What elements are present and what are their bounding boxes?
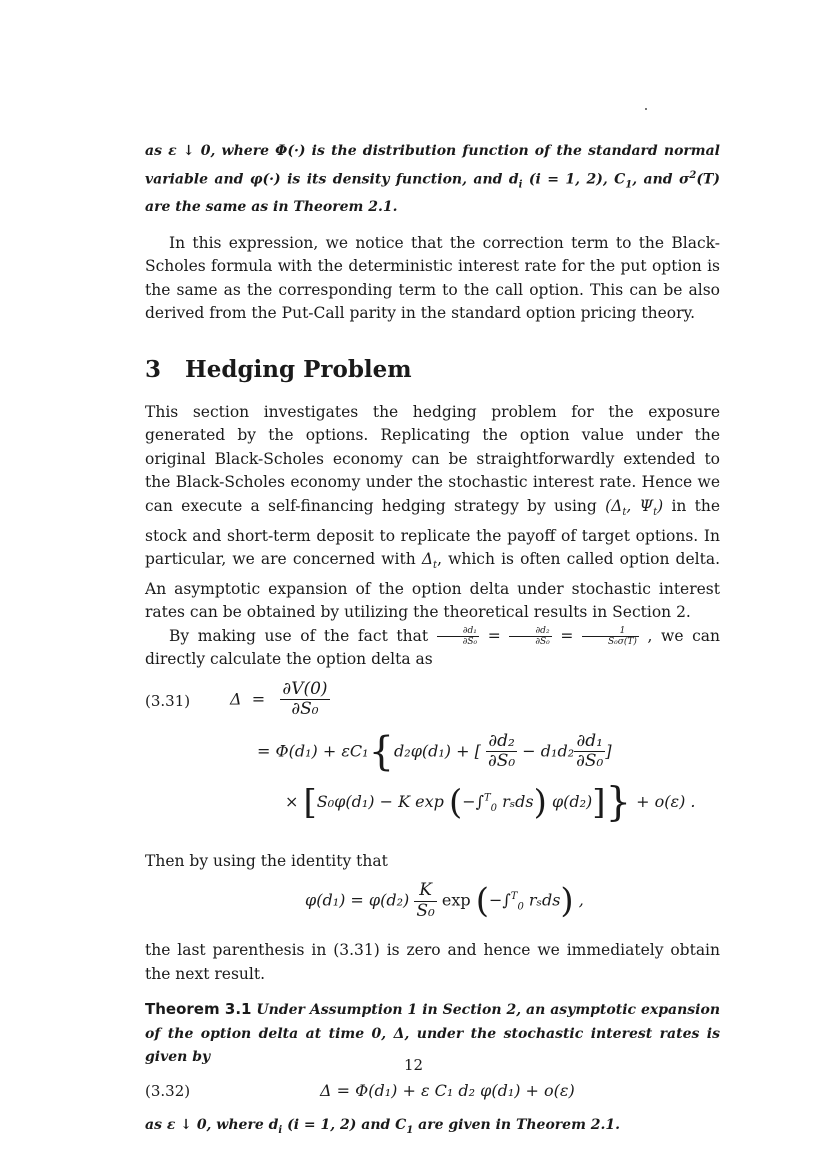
equation-3-31: (3.31) Δ = $\frac{\partial V(0)}{\text{∂S₀}}$ = Φ(d₁) + εC₁{d₂φ(d₁) + [ $\frac{\text{∂d₂}}{\text{∂S₀}}$ − d₁d₂ $\frac{\text{∂d₁}}{\text{∂S₀}}$ ] × [S₀φ(d₁) − K exp (−∫$^T_0$ rₛds) φ(d₂)]} + o(ε) . bbox=[145, 678, 696, 826]
frac-dd1-dS0: $\frac{\text{∂d₁}}{\text{∂S₀}}$ bbox=[437, 626, 479, 648]
identity-lead: Then by using the identity that bbox=[145, 851, 388, 870]
frac-dd2-dS0: $\frac{\text{∂d₂}}{\text{∂S₀}}$ bbox=[509, 626, 551, 648]
paragraph-fact: By making use of the fact that $\frac{\text{∂d₁}}{\text{∂S₀}}$ = $\frac{\text{∂d₂}}{\text{∂S₀}}$ = $\frac{1}{\text{S₀σ(T)}}$ , we can directly calculate the option delta as bbox=[145, 625, 721, 669]
frac-pd1: $\frac{\text{∂d₁}}{\text{∂S₀}}$ bbox=[576, 730, 604, 772]
frac-K-S0: $\frac{K}{\text{S₀}}$ bbox=[416, 880, 435, 921]
identity-equation: φ(d₁) = φ(d₂) $\frac{K}{\text{S₀}}$ exp (−∫$^T_0$ rₛds) , bbox=[305, 880, 584, 922]
paragraph-result: the last parenthesis in (3.31) is zero and hence we immediately obtain the next result. bbox=[145, 941, 720, 983]
theorem-3-1: Theorem 3.1 Under Assumption 1 in Section 2, an asymptotic expansion of the option delta at time 0, Δ, under the stochastic interest rates is given by bbox=[145, 1000, 720, 1066]
equation-3-32 bbox=[145, 1074, 720, 1114]
equation-3-32-body: Δ = Φ(d₁) + ε C₁ d₂ φ(d₁) + o(ε) bbox=[320, 1080, 575, 1100]
page-body bbox=[145, 140, 720, 1142]
theorem-heading: Theorem 3.1 bbox=[145, 1000, 252, 1019]
section-heading bbox=[145, 356, 720, 383]
paragraph-hedging: This section investigates the hedging problem for the exposure generated by the options. Replicating the option value under the original Black-Scholes economy can be straightforwardly extended to the Black-Scholes economy under the stochastic interest rate. Hence we can execute a self-financing hedging strategy by using ($\Delta_t$, $\Psi_t$) in the stock and short-term deposit to replicate the payoff of target options. In particular, we are concerned with $\Delta_t$, which is often called option delta. An asymptotic expansion of the option delta under stochastic interest rates can be obtained by utilizing the theoretical results in Section 2. bbox=[145, 402, 721, 622]
page-number: 12 bbox=[403, 1056, 424, 1074]
paragraph-put-call: In this expression, we notice that the correction term to the Black-Scholes formula with the deterministic interest rate for the put option is the same as the corresponding term to the call option. This can be also derived from the Put-Call parity in the standard option pricing theory. bbox=[145, 233, 720, 323]
section-number: 3 bbox=[145, 355, 162, 383]
section-title: Hedging Problem bbox=[185, 355, 412, 383]
theorem-tail: as ε ↓ 0, where $d_i$ (i = 1, 2) and $C_1$ are given in Theorem 2.1. bbox=[145, 1116, 620, 1136]
intro-paragraph: as ε ↓ 0, where Φ(·) is the distribution function of the standard normal variable and φ(·) is its density function, and $d_i$ (i = 1, 2), $C_1$, and $\sigma^2(T)$ are the same as in Theorem 2.1. bbox=[145, 143, 720, 216]
equation-label-3-32: (3.32) bbox=[145, 1081, 191, 1100]
scan-speck bbox=[645, 108, 647, 110]
frac-pd2: $\frac{\text{∂d₂}}{\text{∂S₀}}$ bbox=[487, 730, 516, 772]
frac-dV-dS0: $\frac{\partial V(0)}{\text{∂S₀}}$ bbox=[282, 678, 328, 720]
frac-one-over-s0sigma: $\frac{1}{\text{S₀σ(T)}}$ bbox=[582, 626, 639, 648]
equation-label-3-31: (3.31) bbox=[145, 691, 191, 710]
